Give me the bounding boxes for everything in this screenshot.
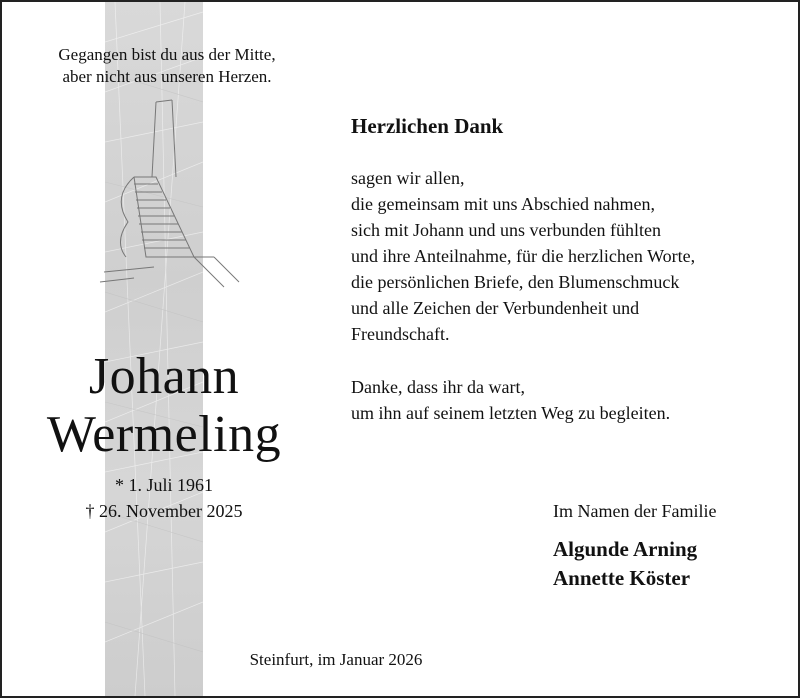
- family-signatures: [553, 535, 697, 593]
- birth-date: * 1. Juli 1961: [114, 475, 213, 495]
- thanks-line: und alle Zeichen der Verbundenheit und: [351, 298, 640, 318]
- memorial-quote: [22, 44, 312, 88]
- closing-line: Danke, dass ihr da wart,: [351, 377, 525, 397]
- thanks-heading: Herzlichen Dank: [351, 114, 504, 138]
- family-intro: Im Namen der Familie: [553, 501, 717, 521]
- place-and-date: Steinfurt, im Januar 2026: [249, 650, 423, 669]
- last-name: Wermeling: [46, 406, 282, 463]
- deceased-name: [14, 348, 314, 464]
- family-member-name: Annette Köster: [553, 566, 691, 590]
- death-date: † 26. November 2025: [85, 501, 243, 521]
- thanks-line: und ihre Anteilnahme, für die herzlichen Worte,: [351, 246, 696, 266]
- thanks-line: Freundschaft.: [351, 324, 450, 344]
- quote-line: aber nicht aus unseren Herzen.: [62, 67, 272, 86]
- thanks-text: [351, 165, 695, 347]
- closing-line: um ihn auf seinem letzten Weg zu begleiten.: [351, 403, 671, 423]
- thanks-closing: [351, 374, 670, 426]
- thanks-line: sagen wir allen,: [351, 168, 465, 188]
- staircase-drawing: [94, 82, 264, 302]
- thanks-line: die gemeinsam mit uns Abschied nahmen,: [351, 194, 655, 214]
- thanks-line: sich mit Johann und uns verbunden fühlten: [351, 220, 661, 240]
- first-name: Johann: [88, 348, 240, 405]
- thanks-line: die persönlichen Briefe, den Blumenschmuck: [351, 272, 680, 292]
- life-dates: [14, 472, 314, 524]
- family-member-name: Algunde Arning: [553, 537, 698, 561]
- quote-line: Gegangen bist du aus der Mitte,: [58, 45, 276, 64]
